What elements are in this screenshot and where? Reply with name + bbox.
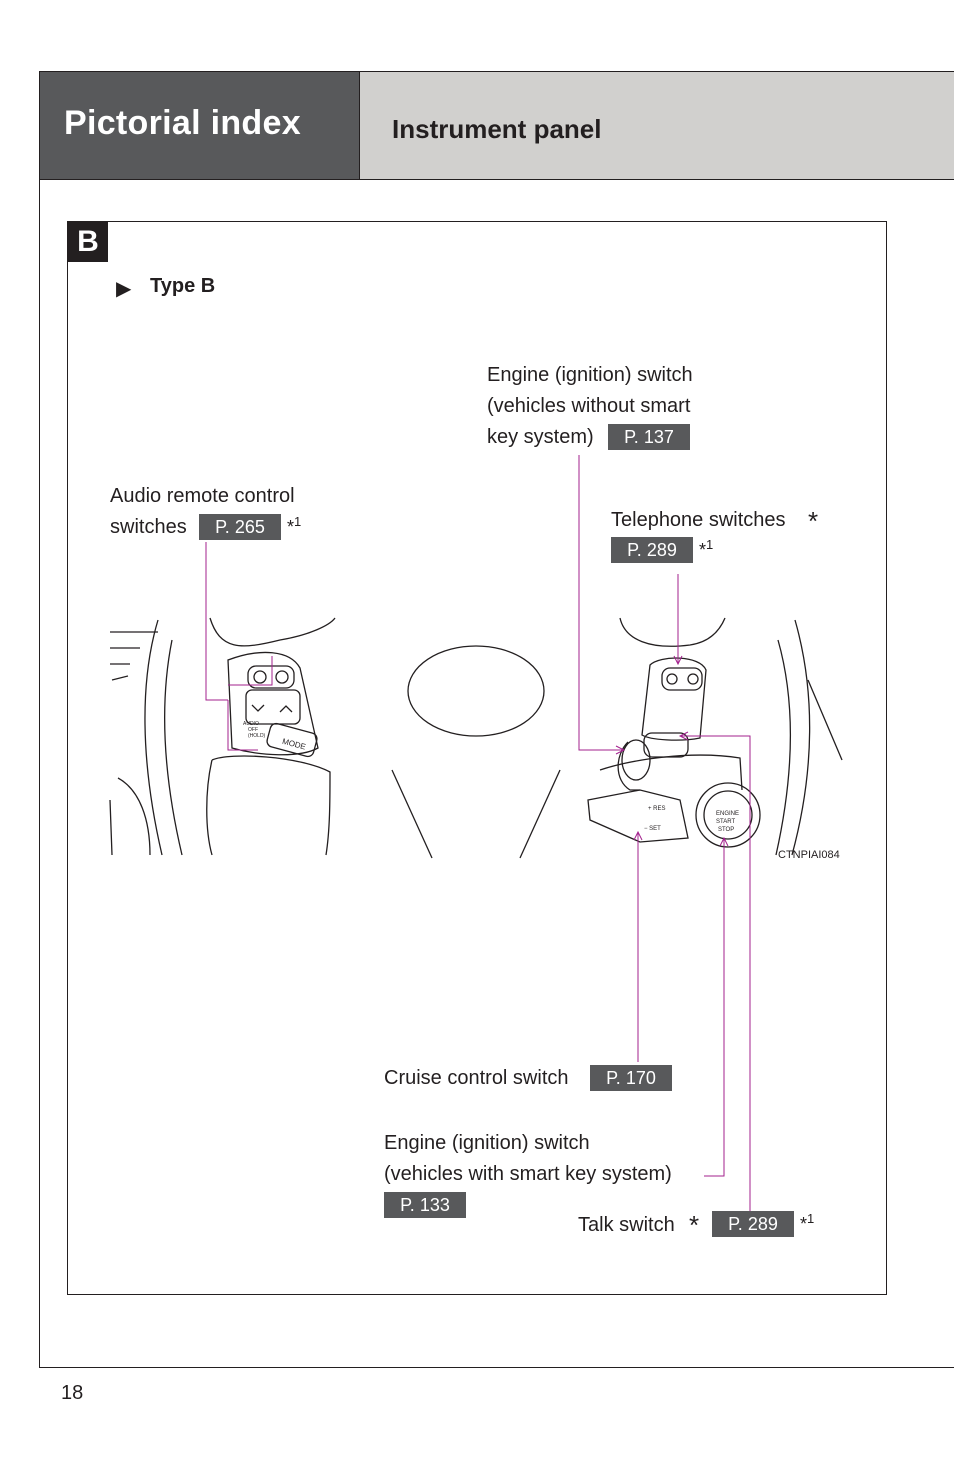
svg-text:START: START bbox=[716, 819, 736, 825]
talk-leader bbox=[680, 736, 750, 1212]
ignition-no-smart-line2: (vehicles without smart bbox=[487, 395, 691, 417]
telephone-page-ref[interactable]: P. 289 bbox=[611, 537, 693, 563]
ignition-smart-page-ref[interactable]: P. 133 bbox=[384, 1192, 466, 1218]
res-label: + RES bbox=[648, 806, 666, 812]
wheel-rim-left-outer bbox=[145, 620, 162, 855]
audio-off-label: AUDIO bbox=[243, 721, 259, 727]
svg-text:OFF: OFF bbox=[248, 727, 258, 733]
mode-label: MODE bbox=[281, 736, 307, 752]
ignition-smart-line1: Engine (ignition) switch bbox=[384, 1132, 590, 1154]
dashboard-edge bbox=[110, 778, 150, 855]
cruise-line1: Cruise control switch bbox=[384, 1067, 569, 1089]
audio-footnote: *$^1$ bbox=[287, 514, 302, 537]
telephone-asterisk: * bbox=[808, 506, 819, 536]
panel-badge: B bbox=[68, 222, 108, 262]
page-number: 18 bbox=[61, 1382, 84, 1404]
ignition-no-smart-line3: key system) bbox=[487, 426, 594, 448]
section-title: Pictorial index bbox=[64, 104, 301, 142]
wheel-rim-left-inner bbox=[165, 640, 182, 855]
audio-page-ref[interactable]: P. 265 bbox=[199, 514, 281, 540]
right-spoke-top bbox=[620, 618, 725, 646]
telephone-line1: Telephone switches bbox=[611, 509, 786, 531]
audio-switch-housing bbox=[228, 652, 318, 754]
ignition-no-smart-line1: Engine (ignition) switch bbox=[487, 364, 693, 386]
left-spoke-top bbox=[210, 618, 335, 646]
start-label: ENGINE bbox=[716, 811, 740, 817]
ignition-smart-leader bbox=[704, 838, 724, 1176]
leader-lines bbox=[206, 455, 750, 1212]
audio-line1: Audio remote control bbox=[110, 485, 295, 507]
triangle-bullet-icon: ▶ bbox=[116, 278, 132, 300]
dashboard-vent-lines bbox=[110, 632, 158, 680]
illustration-code: CTNPIAI084 bbox=[778, 849, 840, 861]
talk-footnote: *$^1$ bbox=[800, 1211, 815, 1234]
set-label: − SET bbox=[644, 826, 661, 832]
audio-line2: switches bbox=[110, 516, 187, 538]
talk-page-ref[interactable]: P. 289 bbox=[712, 1211, 794, 1237]
svg-text:(HOLD): (HOLD) bbox=[248, 733, 266, 739]
svg-text:STOP: STOP bbox=[718, 827, 735, 833]
ignition-smart-line2: (vehicles with smart key system) bbox=[384, 1163, 672, 1185]
talk-asterisk: * bbox=[689, 1210, 700, 1240]
left-lower-housing bbox=[212, 756, 330, 855]
page-title: Instrument panel bbox=[392, 114, 602, 144]
cruise-page-ref[interactable]: P. 170 bbox=[590, 1065, 672, 1091]
wheel-rim-right-inner bbox=[776, 640, 791, 855]
telephone-switch bbox=[662, 668, 702, 690]
type-label: Type B bbox=[150, 275, 216, 297]
telephone-switch-housing bbox=[642, 658, 706, 740]
wheel-rim-right-outer bbox=[792, 620, 810, 855]
talk-line1: Talk switch bbox=[578, 1214, 675, 1236]
ignition-no-smart-page-ref[interactable]: P. 137 bbox=[608, 424, 690, 450]
audio-leader bbox=[206, 542, 228, 700]
horn-pad bbox=[408, 646, 544, 736]
telephone-footnote: *$^1$ bbox=[699, 537, 714, 560]
ignition-no-smart-leader bbox=[579, 455, 624, 750]
